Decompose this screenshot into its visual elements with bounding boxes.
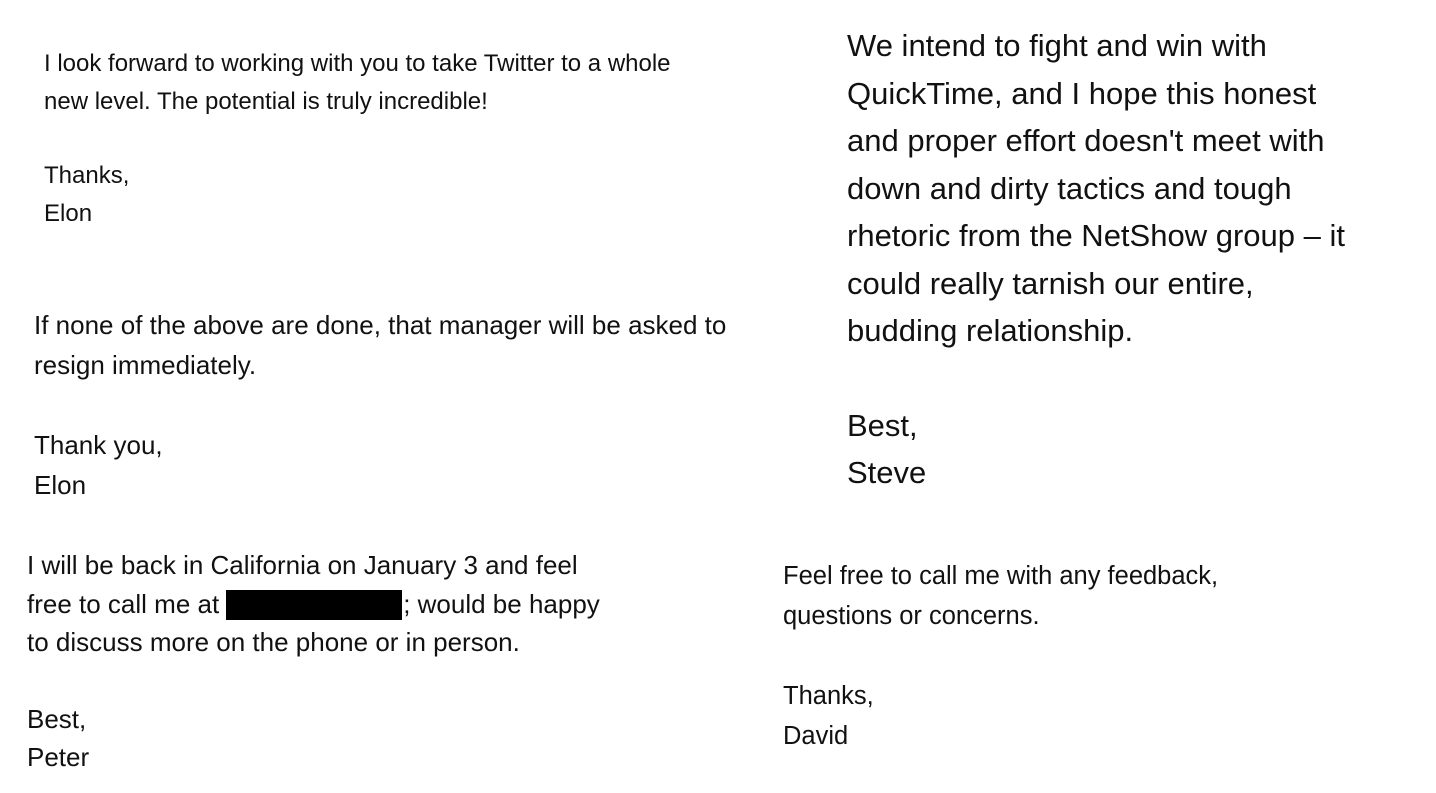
body-line: I look forward to working with you to take Twitter to a whole [44, 50, 671, 77]
body-line: could really tarnish our entire, [847, 265, 1254, 301]
signature-name: Elon [44, 200, 93, 227]
email-excerpt-california [27, 546, 600, 777]
email-excerpt-quicktime [847, 22, 1345, 497]
paragraph-gap [27, 662, 600, 700]
body-line: and proper effort doesn't meet with [847, 123, 1325, 158]
body-line: resign immediately. [34, 350, 257, 380]
body-line: questions or concerns. [783, 602, 1040, 630]
signature-name: David [783, 722, 849, 750]
redacted-phone-number [226, 590, 402, 620]
body-line: rhetoric from the NetShow group – it [847, 218, 1345, 253]
signature-name: Steve [847, 455, 927, 490]
body-text: free to call me at [27, 588, 220, 619]
body-line: If none of the above are done, that manager will be asked to [34, 310, 727, 340]
closing-line: Thanks, [783, 682, 874, 710]
body-line: new level. The potential is truly incredible! [44, 88, 488, 115]
paragraph-gap [44, 121, 671, 157]
signature-name: Elon [34, 470, 87, 500]
closing-line: Best, [27, 703, 87, 734]
email-excerpt-managers [34, 305, 726, 505]
closing-line: Best, [847, 407, 918, 443]
closing-line: Thanks, [44, 162, 130, 189]
body-line: budding relationship. [847, 313, 1134, 348]
body-text: ; would be happy [403, 588, 600, 619]
email-excerpt-twitter [44, 45, 671, 233]
body-line: down and dirty tactics and tough [847, 170, 1292, 206]
signature-name: Peter [27, 742, 90, 772]
body-line: We intend to fight and win with [847, 28, 1267, 63]
paragraph-gap [34, 385, 726, 425]
email-excerpt-feedback [783, 556, 1218, 756]
paragraph-gap [847, 355, 1345, 402]
body-line: to discuss more on the phone or in person. [27, 627, 520, 657]
body-line: I will be back in California on January 3 and feel [27, 550, 578, 580]
closing-line: Thank you, [34, 430, 163, 460]
body-line: Feel free to call me with any feedback, [783, 562, 1219, 590]
paragraph-gap [783, 636, 1218, 676]
body-line-with-redaction [27, 585, 600, 624]
body-line: QuickTime, and I hope this honest [847, 75, 1317, 111]
